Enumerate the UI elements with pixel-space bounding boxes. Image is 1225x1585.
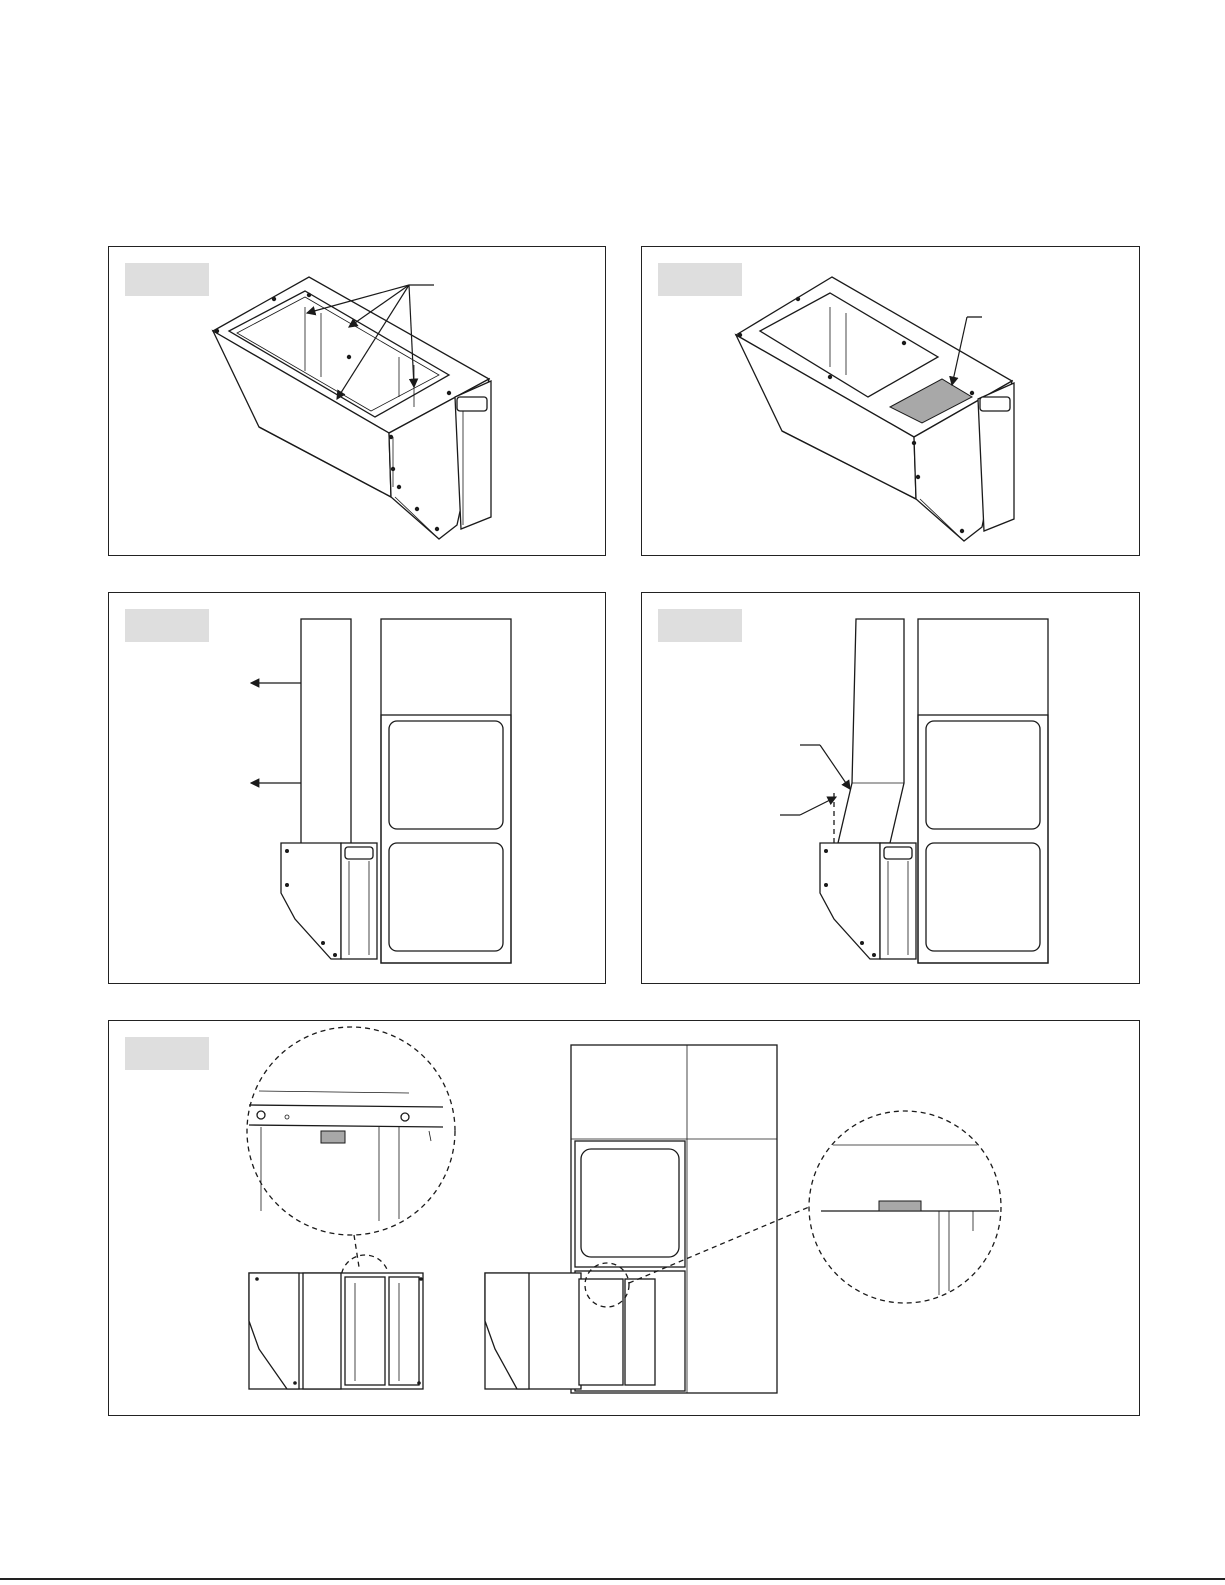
figure-panel-d: [641, 592, 1140, 984]
isometric-cabinet-drawing-a: [109, 247, 607, 557]
left-base-unit-e: [249, 1273, 423, 1389]
bottom-rule: [0, 1578, 1225, 1580]
front-view-drawing-d: [642, 593, 1141, 985]
base-side-d: [880, 843, 916, 959]
left-detail-callout: [247, 1027, 455, 1303]
base-unit-c: [281, 843, 341, 959]
tab-detail-left: [321, 1131, 345, 1143]
furnace-cabinet-c: [381, 619, 511, 963]
isometric-cabinet-drawing-b: [642, 247, 1141, 557]
base-side-c: [341, 843, 377, 959]
center-assembly-e: [485, 1045, 809, 1393]
front-view-drawing-c: [109, 593, 607, 985]
vertical-duct-c: [301, 619, 351, 845]
figure-panel-e: [108, 1020, 1140, 1416]
transition-duct-d: [838, 619, 904, 843]
tab-detail-right: [879, 1201, 921, 1211]
figure-panel-a: [108, 246, 606, 556]
base-unit-d: [820, 843, 880, 959]
figure-panel-b: [641, 246, 1140, 556]
logo-badge-b: [980, 397, 1010, 411]
figure-panel-c: [108, 592, 606, 984]
furnace-cabinet-d: [918, 619, 1048, 963]
logo-badge-a: [457, 397, 487, 411]
right-detail-callout: [809, 1111, 1001, 1303]
detail-views-drawing-e: [109, 1021, 1141, 1417]
